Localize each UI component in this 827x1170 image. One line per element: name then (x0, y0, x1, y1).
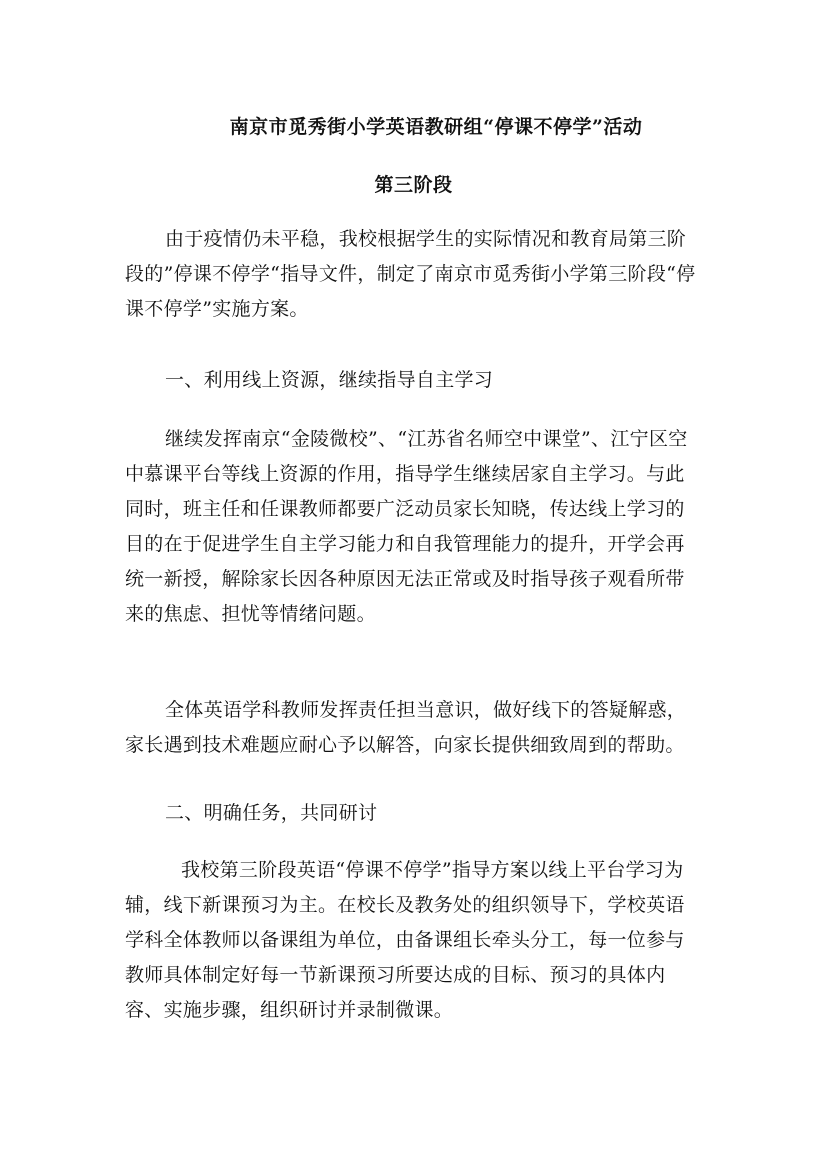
document-subtitle: 第三阶段 (374, 174, 453, 196)
section-2-heading: 二、明确任务，共同研讨 (165, 802, 378, 824)
section-2-paragraph-1: 我校第三阶段英语“停课不停学”指导方案以线上平台学习为辅，线下新课预习为主。在校长及教务处的组织领导下，学校英语学科全体教师以备课组为单位，由备课组长牵头分工，每一位参与教师具体制定好每一节新课预习所要达成的目标、预习的具体内容、实施步骤，组织研讨并录制微课。 (125, 859, 685, 1021)
section-1-paragraph-1: 继续发挥南京“金陵微校”、“江苏省名师空中课堂”、江宁区空中慕课平台等线上资源的作用，指导学生继续居家自主学习。与此同时，班主任和任课教师都要广泛动员家长知晓，传达线上学习的目的在于促进学生自主学习能力和自我管理能力的提升，开学会再统一新授，解除家长因各种原因无法正常或及时指导孩子观看所带来的焦虑、担忧等情绪问题。 (125, 428, 688, 625)
section-1-paragraph-2: 全体英语学科教师发挥责任担当意识，做好线下的答疑解惑，家长遇到技术难题应耐心予以解答，向家长提供细致周到的帮助。 (125, 699, 687, 756)
document-title: 南京市觅秀街小学英语教研组“停课不停学”活动 (229, 116, 643, 138)
intro-paragraph: 由于疫情仍未平稳，我校根据学生的实际情况和教育局第三阶段的”停课不停学“指导文件，制定了南京市觅秀街小学第三阶段“停课不停学”实施方案。 (125, 228, 696, 320)
section-1-heading: 一、利用线上资源，继续指导自主学习 (165, 369, 494, 391)
